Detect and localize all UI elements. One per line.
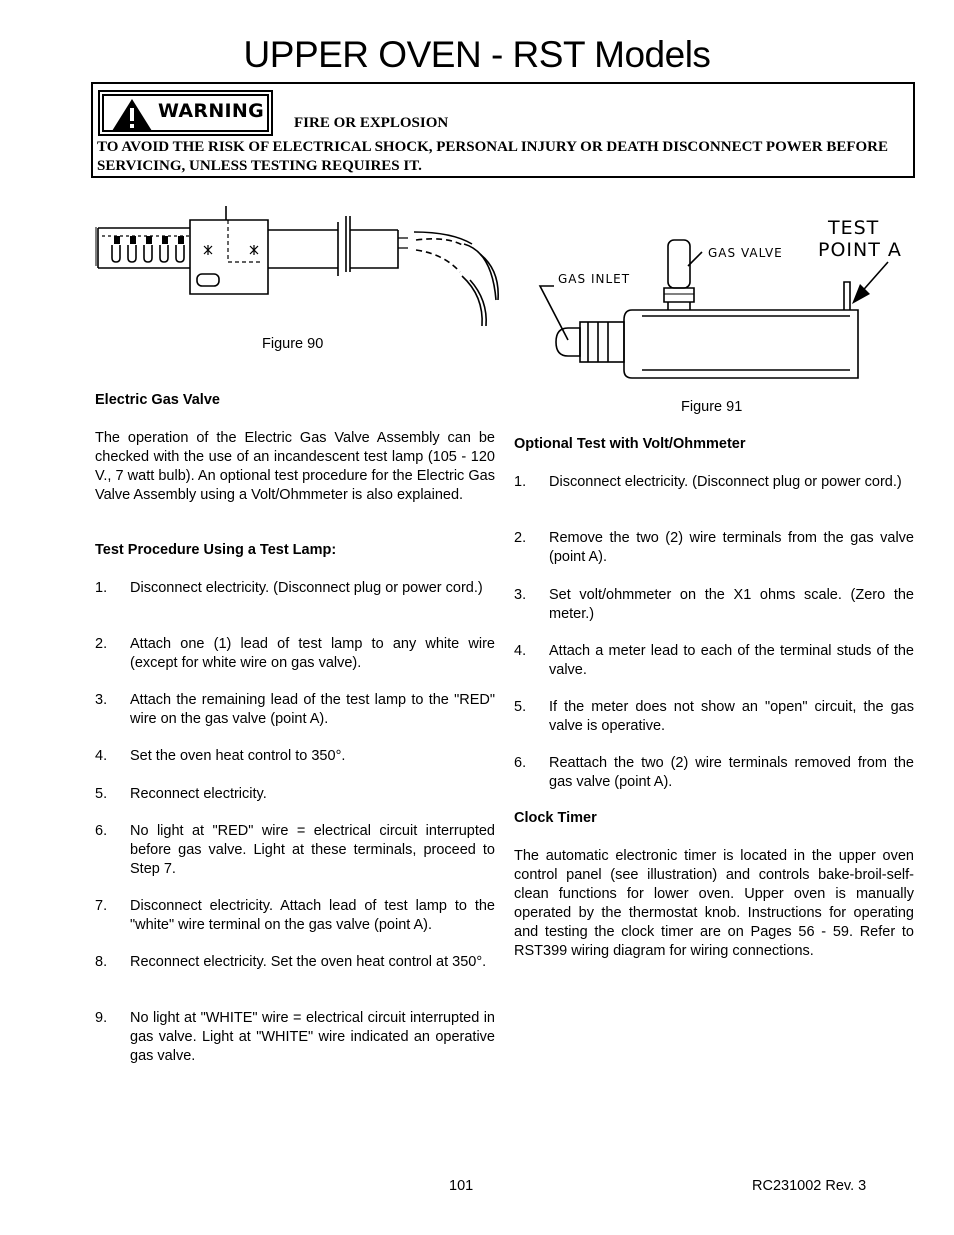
- warning-badge: [98, 90, 273, 136]
- step-text: Reconnect electricity. Set the oven heat control at 350°.: [130, 954, 487, 970]
- step-text: Set volt/ohmmeter on the X1 ohms scale. (Zero the meter.): [549, 587, 914, 622]
- test-lamp-step: [95, 822, 495, 882]
- figure-91-caption: Figure 91: [681, 399, 743, 415]
- test-lamp-steps: [95, 579, 495, 1079]
- optional-test-heading: Optional Test with Volt/Ohmmeter: [514, 436, 746, 452]
- step-number: 6.: [514, 755, 527, 771]
- step-number: 2.: [514, 530, 527, 546]
- test-lamp-step: [95, 691, 495, 751]
- step-number: 6.: [95, 823, 108, 839]
- test-lamp-step: [95, 953, 495, 1013]
- warning-headline: FIRE OR EXPLOSION: [294, 115, 449, 131]
- step-number: 4.: [95, 748, 108, 764]
- electric-gas-valve-heading: Electric Gas Valve: [95, 392, 220, 408]
- step-number: 5.: [95, 786, 108, 802]
- clock-timer-text: The automatic electronic timer is located in the upper oven control panel (see illustration) and controls bake-broil-self-clean functions for lower oven. Upper oven is manually operated by the thermostat knob. Instructions for operating and testing the clock timer are on Pages 56 - 59. Refer to RST399 wiring diagram for wiring connections.: [514, 848, 914, 959]
- test-point-label-line2: POINT A: [818, 239, 902, 261]
- figure-91-illustration: [528, 210, 918, 388]
- step-number: 5.: [514, 699, 527, 715]
- step-text: Reattach the two (2) wire terminals removed from the gas valve (point A).: [549, 755, 914, 790]
- test-point-label-line1: TEST: [828, 217, 880, 239]
- step-text: Attach the remaining lead of the test lamp to the "RED" wire on the gas valve (point A).: [130, 692, 495, 727]
- warning-badge-label: WARNING: [158, 100, 265, 122]
- step-number: 8.: [95, 954, 108, 970]
- step-number: 7.: [95, 898, 108, 914]
- page-number: 101: [449, 1178, 474, 1194]
- step-text: Reconnect electricity.: [130, 786, 267, 802]
- volt-ohmmeter-step: [514, 754, 914, 814]
- step-text: Set the oven heat control to 350°.: [130, 748, 346, 764]
- step-text: No light at "RED" wire = electrical circuit interrupted before gas valve. Light at these terminals, proceed to Step 7.: [130, 823, 495, 877]
- volt-ohmmeter-step: [514, 529, 914, 589]
- figure-90-illustration: [92, 200, 504, 332]
- gas-valve-label: GAS VALVE: [708, 246, 783, 260]
- step-number: 4.: [514, 643, 527, 659]
- document-code: RC231002 Rev. 3: [752, 1178, 867, 1194]
- test-lamp-step: [95, 1009, 495, 1069]
- figure-90-caption: Figure 90: [262, 336, 324, 352]
- step-number: 3.: [95, 692, 108, 708]
- warning-triangle-icon: [110, 97, 154, 133]
- step-text: Disconnect electricity. (Disconnect plug or power cord.): [130, 580, 483, 596]
- test-lamp-step: [95, 579, 495, 639]
- step-text: No light at "WHITE" wire = electrical circuit interrupted in gas valve. Light at "WHITE" wire indicated an operative gas valve.: [130, 1010, 495, 1064]
- volt-ohmmeter-step: [514, 698, 914, 758]
- volt-ohmmeter-step: [514, 586, 914, 646]
- step-number: 1.: [95, 580, 108, 596]
- test-lamp-procedure-heading: Test Procedure Using a Test Lamp:: [95, 542, 337, 558]
- step-text: Attach one (1) lead of test lamp to any white wire (except for white wire on gas valve).: [130, 636, 495, 671]
- warning-text: TO AVOID THE RISK OF ELECTRICAL SHOCK, PERSONAL INJURY OR DEATH DISCONNECT POWER BEFORE SERVICING, UNLESS TESTING REQUIRES IT.: [97, 139, 889, 174]
- volt-ohmmeter-step: [514, 473, 914, 533]
- test-lamp-step: [95, 635, 495, 695]
- warning-box: [91, 82, 915, 178]
- electric-gas-valve-intro: The operation of the Electric Gas Valve Assembly can be checked with the use of an incandescent test lamp (105 - 120 V., 7 watt bulb). An optional test procedure for the Electric Gas Valve Assembly using a Volt/Ohmmeter is also explained.: [95, 430, 495, 503]
- gas-inlet-label: GAS INLET: [558, 272, 631, 286]
- volt-ohmmeter-steps: [514, 473, 914, 803]
- step-text: Disconnect electricity. (Disconnect plug or power cord.): [549, 474, 902, 490]
- step-number: 2.: [95, 636, 108, 652]
- step-text: Disconnect electricity. Attach lead of test lamp to the "white" wire terminal on the gas valve (point A).: [130, 898, 495, 933]
- step-number: 9.: [95, 1010, 108, 1026]
- step-text: If the meter does not show an "open" circuit, the gas valve is operative.: [549, 699, 914, 734]
- clock-timer-heading: Clock Timer: [514, 810, 597, 826]
- test-lamp-step: [95, 897, 495, 957]
- page-title: UPPER OVEN - RST Models: [243, 34, 711, 75]
- step-number: 3.: [514, 587, 527, 603]
- volt-ohmmeter-step: [514, 642, 914, 702]
- step-text: Remove the two (2) wire terminals from the gas valve (point A).: [549, 530, 914, 565]
- step-number: 1.: [514, 474, 527, 490]
- step-text: Attach a meter lead to each of the terminal studs of the valve.: [549, 643, 914, 678]
